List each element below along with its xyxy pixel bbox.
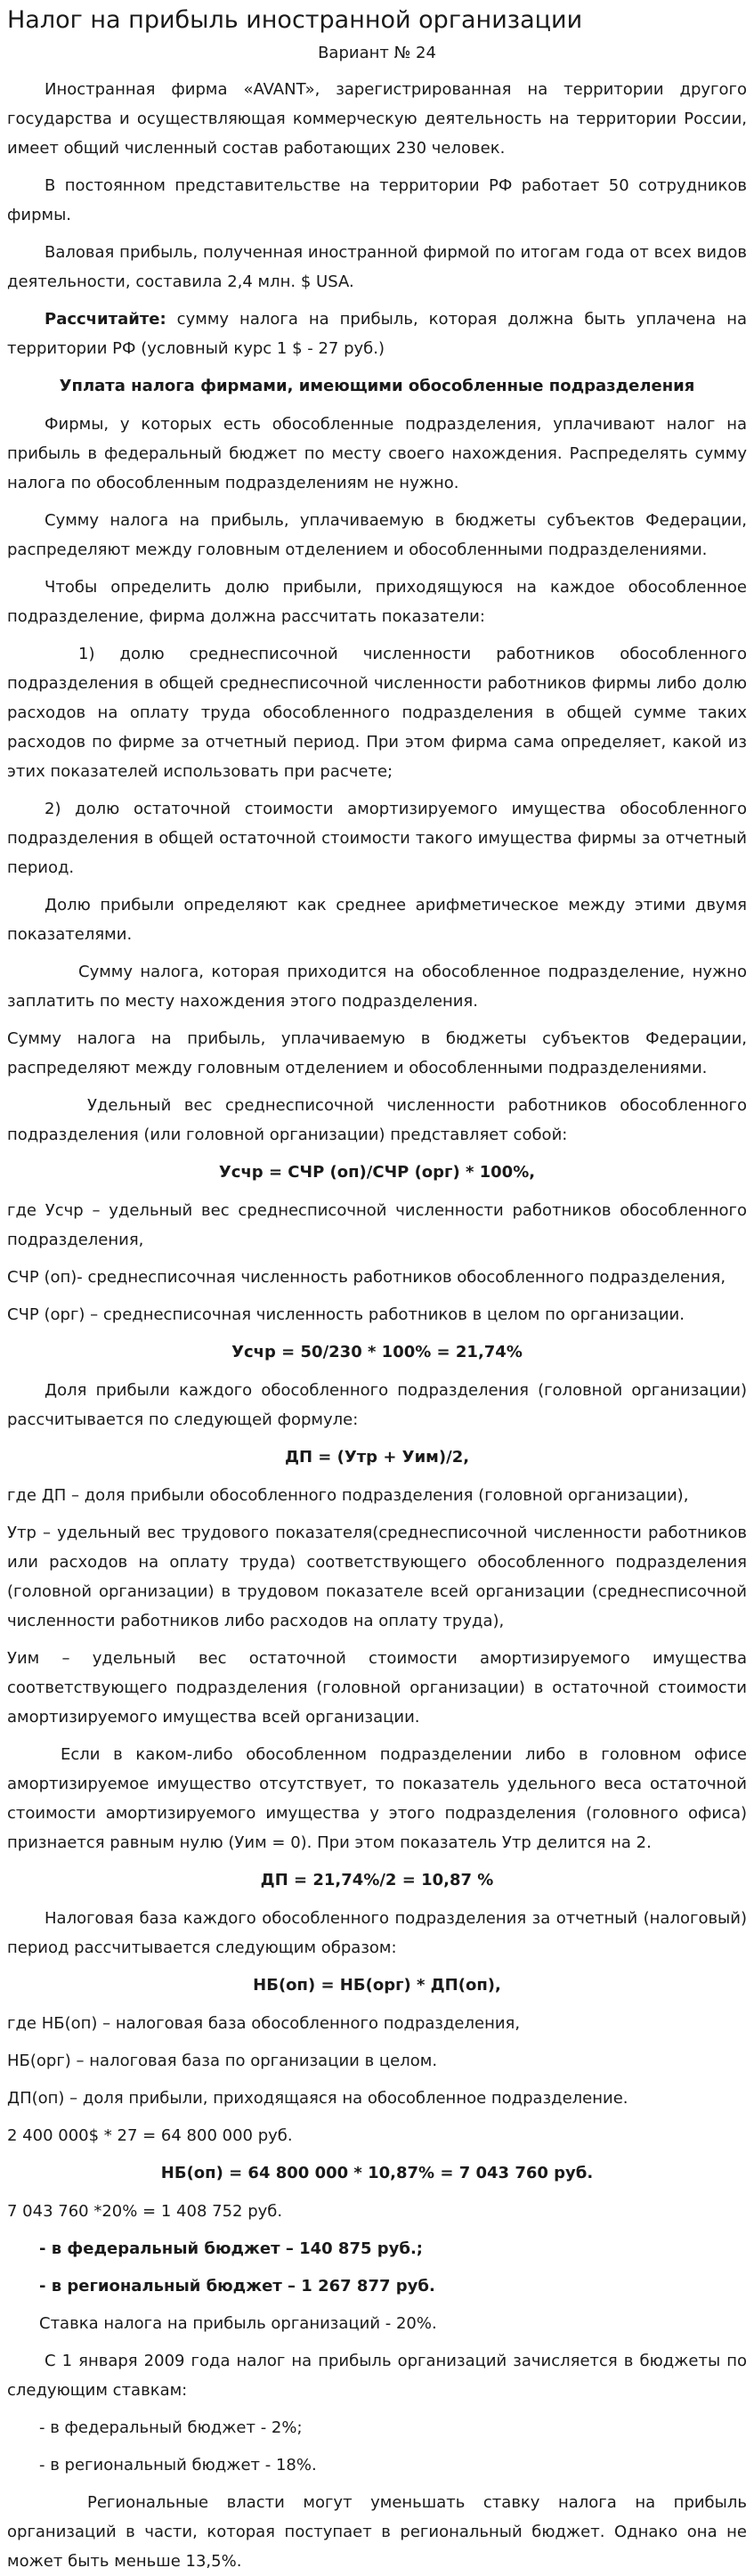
intro-paragraph-3: Валовая прибыль, полученная иностранной фирмой по итогам года от всех видов деятельности, составила 2,4 млн. $ USA. xyxy=(7,243,747,291)
federal-budget-amount: - в федеральный бюджет – 140 875 руб.; xyxy=(39,2239,423,2258)
formula-dp: ДП = (Утр + Уим)/2, xyxy=(284,1448,470,1467)
calculation-nb: НБ(оп) = 64 800 000 * 10,87% = 7 043 760 руб. xyxy=(160,2164,594,2182)
formula-nb: НБ(оп) = НБ(орг) * ДП(оп), xyxy=(253,1976,501,1995)
formula-usch: Усчр = СЧР (оп)/СЧР (орг) * 100%, xyxy=(218,1163,536,1182)
definition-dp-3: Уим – удельный вес остаточной стоимости амортизируемого имущества соответствующего подразделения (головной организации) в остаточной стоимости амортизируемого имущества всей организации. xyxy=(7,1649,747,1727)
calculation-tax: 7 043 760 *20% = 1 408 752 руб. xyxy=(7,2202,283,2221)
nb-intro-paragraph: Налоговая база каждого обособленного подразделения за отчетный (налоговый) период рассчитывается следующим образом: xyxy=(7,1909,747,1957)
intro-paragraph-1: Иностранная фирма «AVANT», зарегистрированная на территории другого государства и осуществляющая коммерческую деятельность на территории России, имеет общий численный состав работающих 230 человек. xyxy=(7,80,747,158)
rate-federal-line: - в федеральный бюджет - 2%; xyxy=(39,2418,303,2437)
task-text: сумму налога на прибыль, которая должна быть уплачена на территории РФ (условный курс 1 $ - 27 руб.) xyxy=(7,310,747,358)
definition-usch-1: где Усчр – удельный вес среднесписочной численности работников обособленного подразделения, xyxy=(7,1201,747,1249)
intro-paragraph-2: В постоянном представительстве на территории РФ работает 50 сотрудников фирмы. xyxy=(7,176,747,224)
regional-budget-amount: - в региональный бюджет – 1 267 877 руб. xyxy=(39,2277,435,2296)
task-label: Рассчитайте: xyxy=(45,310,166,329)
definition-usch-2: СЧР (оп)- среднесписочная численность работников обособленного подразделения, xyxy=(7,1268,726,1287)
section-heading: Уплата налога фирмами, имеющими обособленные подразделения xyxy=(59,377,695,395)
definition-dp-2: Утр – удельный вес трудового показателя(среднесписочной численности работников или расходов на оплату труда) соответствующего обособленного подразделения (головной организации) в трудовом показателе всей организации (среднесписочной численности работников либо расходов на оплату труда), xyxy=(7,1524,747,1630)
calculation-rub: 2 400 000$ * 27 = 64 800 000 руб. xyxy=(7,2126,293,2145)
theory-paragraph-5: 2) долю остаточной стоимости амортизируемого имущества обособленного подразделения в общей остаточной стоимости такого имущества фирмы за отчетный период. xyxy=(7,800,747,877)
theory-paragraph-2: Сумму налога на прибыль, уплачиваемую в бюджеты субъектов Федерации, распределяют между головным отделением и обособленными подразделениями. xyxy=(7,511,747,559)
dp-note-paragraph: Если в каком-либо обособленном подразделении либо в головном офисе амортизируемое имущество отсутствует, то показатель удельного веса остаточной стоимости амортизируемого имущества у этого подразделения (головного офиса) признается равным нулю (Уим = 0). При этом показатель Утр делится на 2. xyxy=(7,1745,747,1852)
variant-label: Вариант № 24 xyxy=(318,44,436,62)
document-title: Налог на прибыль иностранной организации xyxy=(7,6,583,34)
since-2009-paragraph: С 1 января 2009 года налог на прибыль организаций зачисляется в бюджеты по следующим ставкам: xyxy=(7,2352,747,2400)
theory-paragraph-9: Удельный вес среднесписочной численности работников обособленного подразделения (или головной организации) представляет собой: xyxy=(7,1096,747,1144)
definition-nb-1: где НБ(оп) – налоговая база обособленного подразделения, xyxy=(7,2014,521,2033)
theory-paragraph-6: Долю прибыли определяют как среднее арифметическое между этими двумя показателями. xyxy=(7,896,747,944)
calculation-dp: ДП = 21,74%/2 = 10,87 % xyxy=(260,1871,494,1889)
theory-paragraph-1: Фирмы, у которых есть обособленные подразделения, уплачивают налог на прибыль в федеральный бюджет по месту своего нахождения. Распределять сумму налога по обособленным подразделениям не нужно. xyxy=(7,415,747,492)
task-paragraph xyxy=(7,305,747,363)
definition-usch-3: СЧР (орг) – среднесписочная численность работников в целом по организации. xyxy=(7,1305,685,1324)
calculation-usch: Усчр = 50/230 * 100% = 21,74% xyxy=(231,1343,523,1361)
dp-intro-paragraph: Доля прибыли каждого обособленного подразделения (головной организации) рассчитывается по следующей формуле: xyxy=(7,1381,747,1429)
theory-paragraph-4: 1) долю среднесписочной численности работников обособленного подразделения в общей среднесписочной численности работников фирмы либо долю расходов на оплату труда обособленного подразделения в общей сумме таких расходов по фирме за отчетный период. При этом фирма сама определяет, какой из этих показателей использовать при расчете; xyxy=(7,645,747,781)
rate-regional-line: - в региональный бюджет - 18%. xyxy=(39,2456,317,2474)
regional-note-paragraph: Региональные власти могут уменьшать ставку налога на прибыль организаций в части, которая поступает в региональный бюджет. Однако она не может быть меньше 13,5%. xyxy=(7,2493,747,2571)
theory-paragraph-8: Сумму налога на прибыль, уплачиваемую в бюджеты субъектов Федерации, распределяют между головным отделением и обособленными подразделениями. xyxy=(7,1029,747,1077)
definition-dp-1: где ДП – доля прибыли обособленного подразделения (головной организации), xyxy=(7,1486,689,1505)
theory-paragraph-7: Сумму налога, которая приходится на обособленное подразделение, нужно заплатить по месту нахождения этого подразделения. xyxy=(7,963,747,1011)
tax-rate-line: Ставка налога на прибыль организаций - 20%. xyxy=(39,2314,437,2333)
definition-nb-2: НБ(орг) – налоговая база по организации в целом. xyxy=(7,2052,438,2070)
theory-paragraph-3: Чтобы определить долю прибыли, приходящуюся на каждое обособленное подразделение, фирма должна рассчитать показатели: xyxy=(7,578,747,626)
definition-nb-3: ДП(оп) – доля прибыли, приходящаяся на обособленное подразделение. xyxy=(7,2089,628,2108)
